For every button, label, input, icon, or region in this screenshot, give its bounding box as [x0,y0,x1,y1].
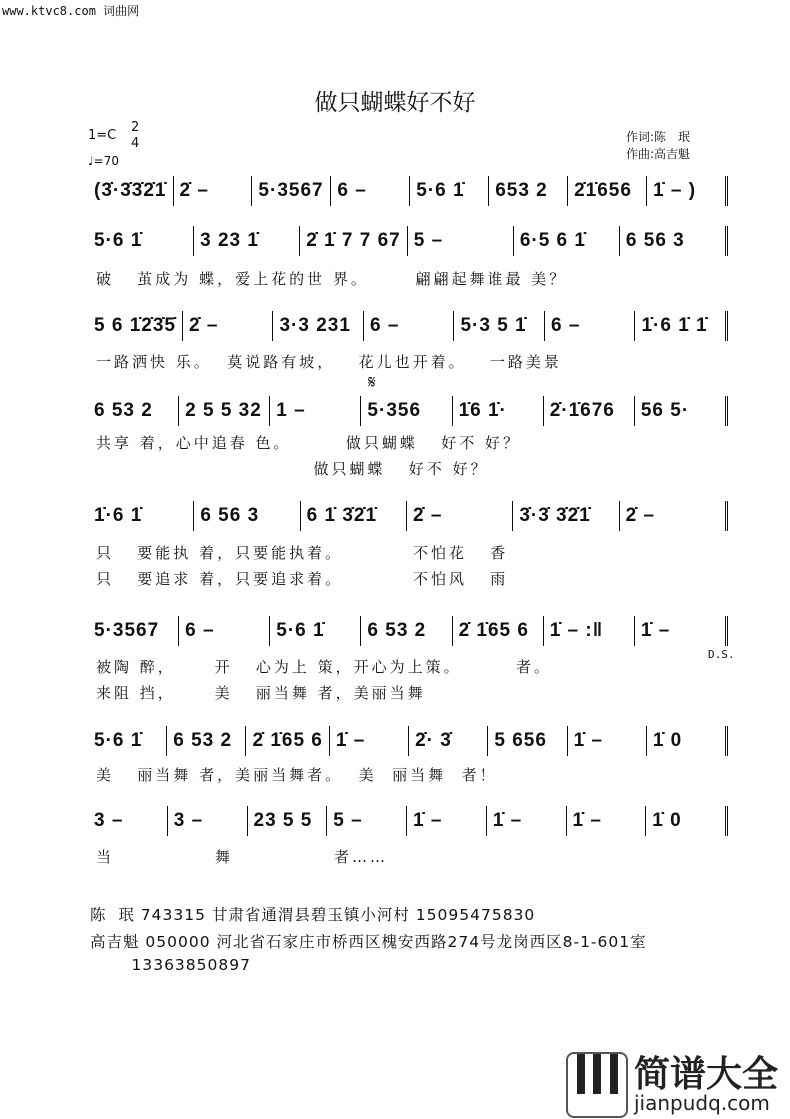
measure [301,501,407,531]
notes: 5·6 1̇ [94,730,143,751]
measure [300,226,408,256]
measure [330,726,409,756]
notes: 2̇1̇656 [574,180,632,201]
measure [453,396,544,426]
measure [167,726,246,756]
notes: 6 – [337,180,367,201]
measure [270,616,361,646]
measure [568,726,647,756]
notes: 1̇ 0 [652,730,683,751]
measure [194,501,300,531]
staff-line [88,176,728,206]
measure [567,806,647,836]
lyric-line: 做只蝴蝶 好不 好？ [96,460,489,478]
measure [513,501,619,531]
song-title: 做只蝴蝶好不好 [314,90,476,116]
notes: 5·6 1̇ [416,180,465,201]
staff-line [88,726,728,756]
measure [454,311,545,341]
notes: 2̇ 1̇65 6 [458,620,529,641]
measure [88,396,179,426]
measure [364,311,455,341]
notes: 1̇·6 1̇ 1̇ [641,315,708,336]
measure [407,501,513,531]
measure [646,806,728,836]
notes: 56 5· [640,400,690,421]
notes: 2̇ – [188,315,219,336]
lyric-line: 来阻 挡， 美 丽当舞 者，美丽当舞 [96,684,426,702]
notes: 653 2 [495,180,548,201]
notes: 1̇·6 1̇ [94,505,143,526]
contact-line: 高吉魁 050000 河北省石家庄市桥西区槐安西路274号龙岗西区8-1-601室 [90,933,647,951]
ds-marking: D.S. [708,648,735,661]
measure [647,176,728,206]
notes: 23 5 5 [253,810,313,831]
notes: 6 53 2 [367,620,427,641]
measure [407,806,487,836]
lyric-line: 当 舞 者…… [96,848,388,866]
measure [88,726,167,756]
time-top: 2 [131,120,140,135]
lyric-line: 被陶 醉， 开 心为上 策，开心为上策。 者。 [96,658,553,676]
measure [545,311,636,341]
notes: 1̇ – [572,810,602,831]
notes: 2̇·1̇676 [549,400,615,421]
notes: 6·5 6 1̇ [519,230,586,251]
notes: 3̇·3̇ 3̇2̇1̇ [519,505,591,526]
measure [647,726,728,756]
measure [252,176,331,206]
measure [331,176,410,206]
notes: 6 53 2 [173,730,233,751]
measure [168,806,248,836]
staff-line [88,501,728,531]
measure [635,616,728,646]
notes: 5 – [413,230,444,251]
lyric-line: 只 要追求 着，只要追求着。 不怕风 雨 [96,570,509,588]
staff-line [88,311,728,341]
measure [273,311,364,341]
notes: 1 – [276,400,306,421]
contact-line: 13363850897 [90,956,251,974]
lyric-line: 破 茧成为 蝶，爱上花的世 界。 翩翩起舞谁最 美？ [96,270,568,288]
measure [635,396,728,426]
notes: 2̇ – [412,505,443,526]
key-signature: 1=C [88,128,117,143]
staff-line [88,226,728,256]
measure [361,396,452,426]
measure [489,176,568,206]
measure [88,806,168,836]
measure [453,616,544,646]
staff-line [88,806,728,836]
measure [568,176,647,206]
notes: 2 5 5 32 [185,400,262,421]
notes: 6 53 2 [94,400,153,421]
tempo-marking: ♩=70 [88,154,119,168]
notes: 2̇ 1̇65 6 [252,730,323,751]
measure [88,176,174,206]
measure [361,616,452,646]
measure [408,226,514,256]
segno-icon: 𝄋 [368,372,376,393]
piano-keys-icon [566,1052,628,1118]
notes: 5·6 1̇ [94,230,143,251]
measure [88,226,194,256]
measure [620,501,728,531]
measure [246,726,329,756]
time-bottom: 4 [131,136,140,151]
contact-line: 陈 珉 743315 甘肃省通渭县碧玉镇小河村 15095475830 [90,906,536,924]
measure [514,226,620,256]
lyric-line: 共享 着，心中追春 色。 做只蝴蝶 好不 好？ [96,434,521,452]
notes: 1̇6 1̇· [458,400,507,421]
measure [487,806,567,836]
notes: 3 23 1̇ [200,230,259,251]
notes: 2̇ 1̇ 7 7 67 [306,230,401,251]
logo-en: jianpudq.com [634,1090,770,1115]
measure [194,226,300,256]
measure [179,616,270,646]
site-label: www.ktvc8.com 词曲网 [2,4,140,18]
notes: 5 – [333,810,363,831]
notes: 1̇ – [640,620,671,641]
composer-credit: 作曲:高吉魁 [626,147,691,161]
notes: 5 656 [494,730,547,751]
notes: 6 56 3 [200,505,260,526]
notes: 5 6 1̇2̇3̇5̇ [94,315,176,336]
notes: 5·6 1̇ [276,620,325,641]
notes: 1̇ – [335,730,366,751]
notes: 6 – [369,315,400,336]
measure [544,616,635,646]
notes: 1̇ – [413,810,443,831]
lyricist-credit: 作词:陈 珉 [626,130,691,144]
notes: 1̇ – ) [653,180,697,201]
lyric-line: 美 丽当舞 者，美丽当舞者。 美 丽当舞 者！ [96,766,498,784]
notes: 6 – [550,315,581,336]
measure [544,396,635,426]
lyric-line: 只 要能执 着，只要能执着。 不怕花 香 [96,544,509,562]
measure [620,226,728,256]
measure [270,396,361,426]
notes: 5·3 5 1̇ [460,315,527,336]
staff-line [88,616,728,646]
notes: 2̇· 3̇ [415,730,452,751]
measure [174,176,253,206]
site-logo [566,1050,790,1119]
notes: 2̇ – [625,505,656,526]
measure [248,806,328,836]
staff-line [88,396,728,426]
notes: 3 – [94,810,124,831]
notes: 1̇ – [492,810,523,831]
measure [88,616,179,646]
measure [88,501,194,531]
notes: 6 56 3 [625,230,685,251]
notes: 5·3567 [94,620,160,641]
notes: 2̇ – [179,180,209,201]
notes: 5·356 [367,400,422,421]
notes: 1̇ – :‖ [549,620,604,641]
notes: 6 1̇ 3̇2̇1̇ [306,505,378,526]
measure [409,726,488,756]
notes: 5·3567 [258,180,324,201]
measure [488,726,567,756]
lyric-line: 一路洒快 乐。 莫说路有坡， 花儿也开着。 一路美景 [96,353,562,371]
notes: (3̇·3̇3̇2̇1̇ [94,180,167,201]
notes: 1̇ 0 [652,810,682,831]
measure [88,311,183,341]
measure [179,396,270,426]
notes: 3·3 231 [279,315,351,336]
notes: 3 – [173,810,204,831]
measure [635,311,728,341]
measure [183,311,274,341]
time-signature [131,120,139,152]
measure [327,806,407,836]
logo-cn: 简谱大全 [634,1053,779,1095]
measure [410,176,489,206]
notes: 1̇ – [573,730,603,751]
notes: 6 – [185,620,215,641]
